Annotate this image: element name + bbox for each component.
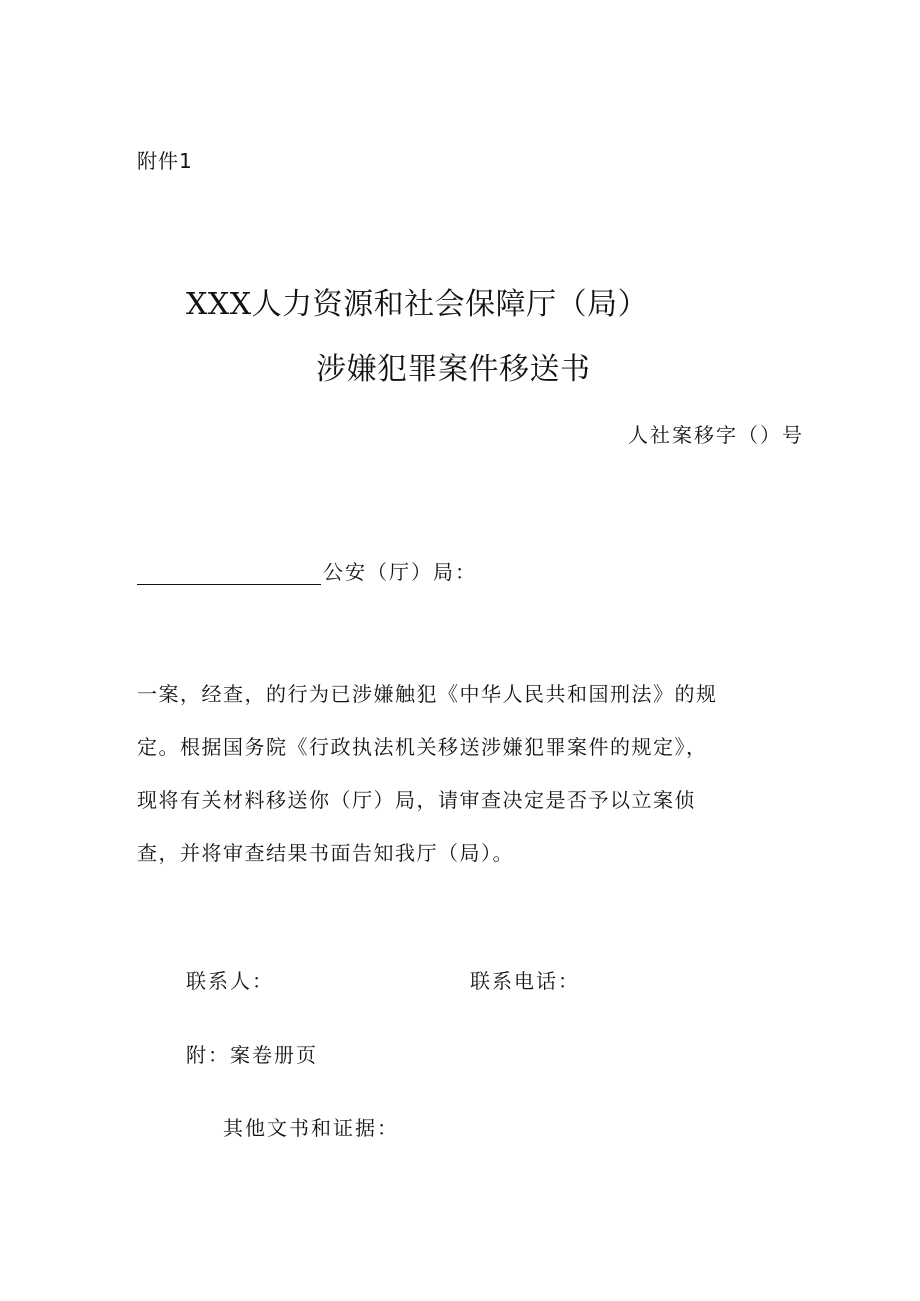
recipient-line <box>137 556 477 585</box>
body-line: 一案，经查，的行为已涉嫌触犯《中华人民共和国刑法》的规 <box>137 682 718 706</box>
attachment-label: 附件1 <box>137 149 193 173</box>
attachment-files-label: 附：案卷册页 <box>186 1043 318 1067</box>
body-line: 现将有关材料移送你（厅）局，请审查决定是否予以立案侦 <box>137 788 696 812</box>
other-documents-label: 其他文书和证据： <box>223 1116 399 1140</box>
body-paragraph <box>137 668 777 880</box>
body-line: 定。根据国务院《行政执法机关移送涉嫌犯罪案件的规定》， <box>137 735 708 759</box>
body-line: 查，并将审查结果书面告知我厅（局）。 <box>137 841 514 865</box>
recipient-blank-line <box>137 562 321 585</box>
document-title-line-1: XXX人力资源和社会保障厅（局） <box>186 287 649 322</box>
document-number: 人社案移字（）号 <box>628 423 804 447</box>
document-title-line-2: 涉嫌犯罪案件移送书 <box>316 352 591 387</box>
recipient-suffix: 公安（厅）局： <box>323 560 477 584</box>
contact-person-label: 联系人： <box>186 969 274 993</box>
contact-phone-label: 联系电话： <box>470 969 580 993</box>
